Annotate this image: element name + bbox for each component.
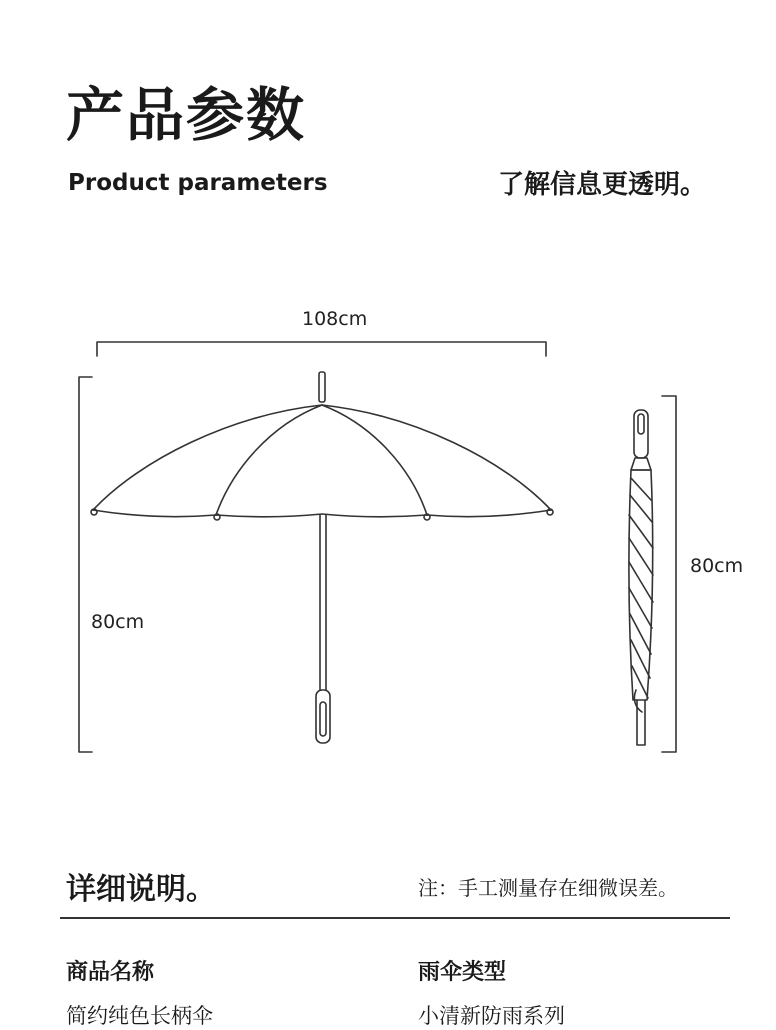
spec-label-product-name: 商品名称 (66, 960, 155, 985)
height-dimension-bracket-left (79, 377, 92, 752)
open-umbrella-icon (91, 372, 553, 743)
measurement-note: 注：手工测量存在细微误差。 (418, 876, 678, 900)
width-dimension-bracket (97, 342, 546, 356)
page-subtitle: Product parameters (68, 170, 328, 196)
height-dimension-bracket-right (662, 396, 676, 752)
details-title: 详细说明。 (66, 872, 216, 907)
spec-value-umbrella-type: 小清新防雨系列 (418, 1004, 565, 1028)
closed-length-label: 80cm (690, 555, 744, 577)
divider (60, 917, 730, 919)
open-height-label: 80cm (91, 611, 145, 633)
width-label: 108cm (302, 308, 368, 330)
tagline: 了解信息更透明。 (498, 170, 707, 200)
spec-value-product-name: 简约纯色长柄伞 (66, 1004, 213, 1028)
page-title: 产品参数 (66, 81, 307, 149)
closed-umbrella-icon (629, 410, 653, 745)
spec-label-umbrella-type: 雨伞类型 (418, 960, 507, 985)
